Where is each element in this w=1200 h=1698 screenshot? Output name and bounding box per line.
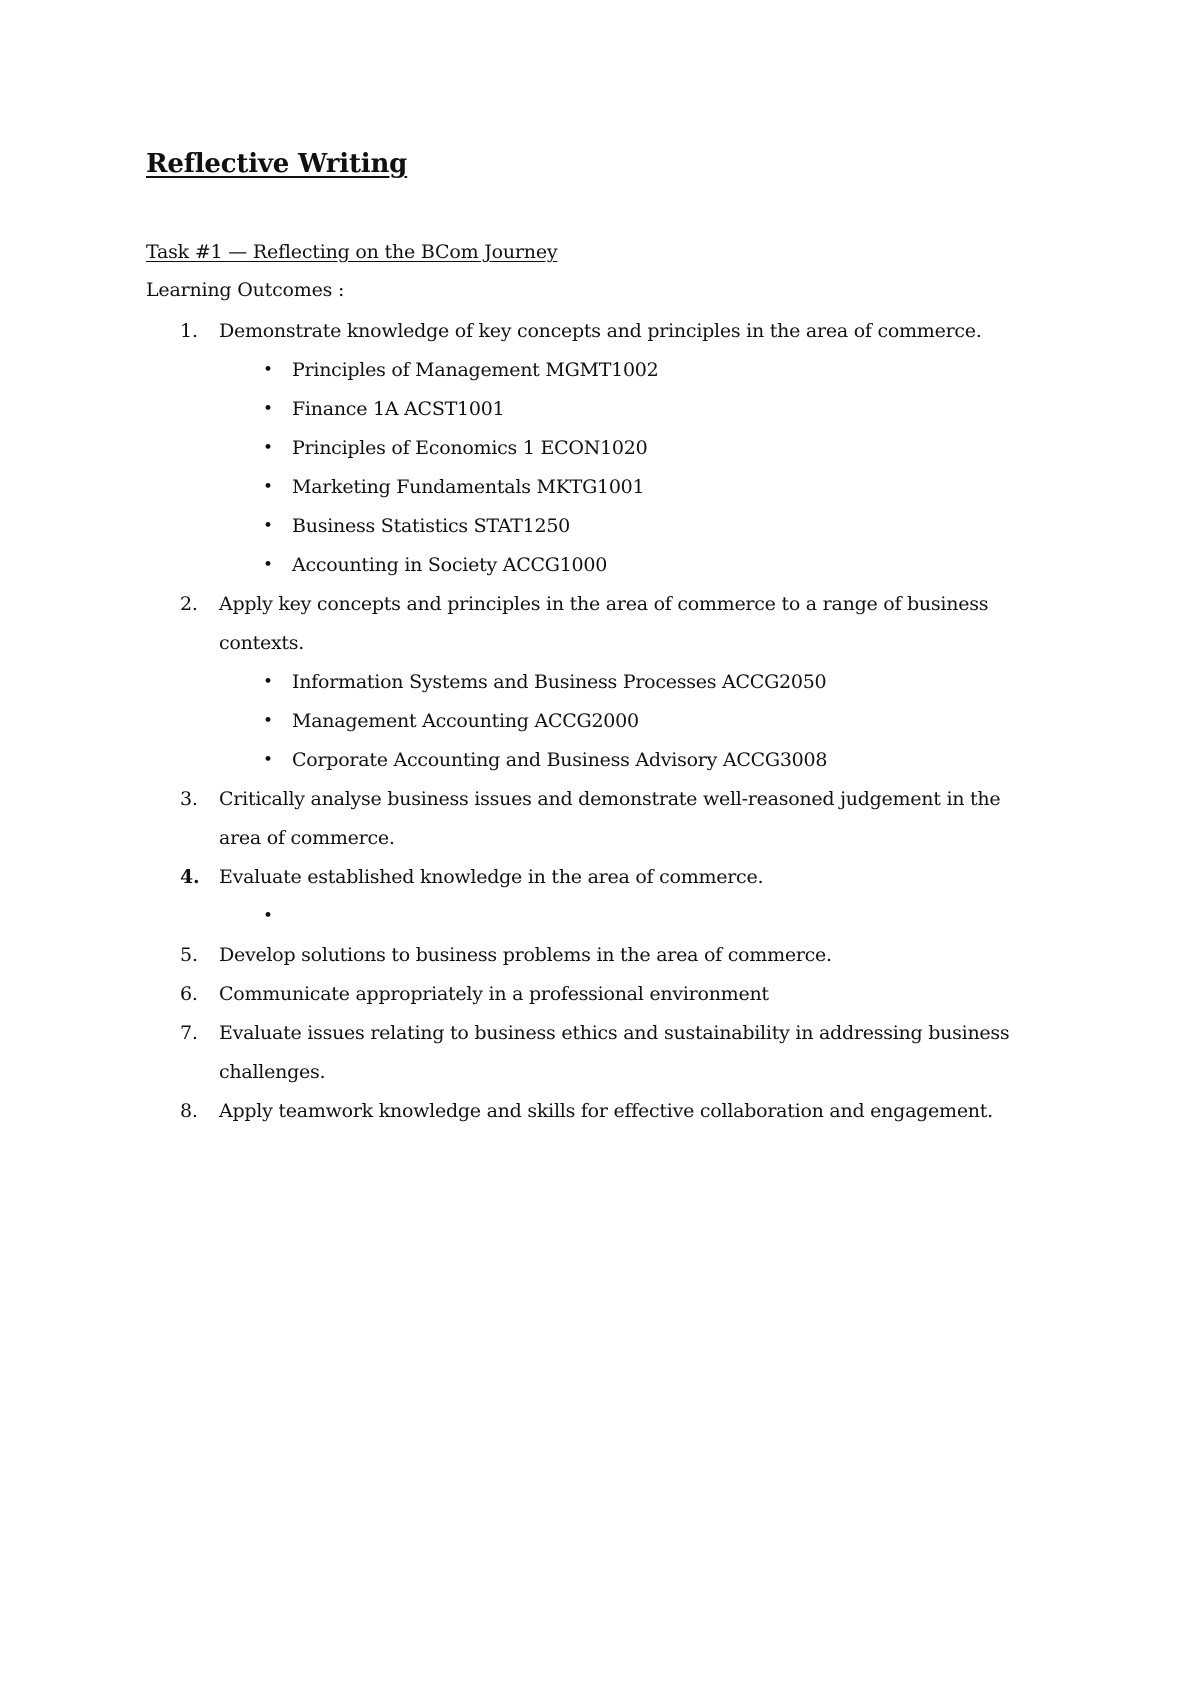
bullet-icon: • xyxy=(263,399,273,419)
bullet-icon: • xyxy=(263,711,273,731)
course-name: Information Systems and Business Processes ACCG2050 xyxy=(292,671,827,693)
outcome-text: Demonstrate knowledge of key concepts and principles in the area of commerce. xyxy=(219,320,982,342)
bullet-icon: • xyxy=(263,555,273,575)
learning-outcomes-list xyxy=(0,312,1200,1131)
course-list-item xyxy=(219,507,1039,546)
course-list-item xyxy=(219,429,1039,468)
outcome-text: Critically analyse business issues and demonstrate well-reasoned judgement in the area of commerce. xyxy=(219,788,1001,849)
outcome-number: 6. xyxy=(180,983,198,1005)
outcome-number: 1. xyxy=(180,320,198,342)
learning-outcome-item xyxy=(0,975,1039,1014)
bullet-icon: • xyxy=(263,477,273,497)
bullet-icon: • xyxy=(263,516,273,536)
bullet-icon: • xyxy=(263,438,273,458)
outcome-number: 2. xyxy=(180,593,198,615)
course-list xyxy=(219,663,1039,780)
learning-outcome-item xyxy=(0,1092,1039,1131)
outcome-text: Apply teamwork knowledge and skills for effective collaboration and engagement. xyxy=(219,1100,993,1122)
course-name: Business Statistics STAT1250 xyxy=(292,515,570,537)
course-name: Principles of Management MGMT1002 xyxy=(292,359,659,381)
course-name: Corporate Accounting and Business Advisory ACCG3008 xyxy=(292,749,828,771)
outcome-number: 4. xyxy=(180,866,200,888)
outcome-number: 7. xyxy=(180,1022,198,1044)
outcome-text: Evaluate established knowledge in the area of commerce. xyxy=(219,866,764,888)
course-list-item xyxy=(219,741,1039,780)
course-list xyxy=(219,897,1039,936)
course-name: Management Accounting ACCG2000 xyxy=(292,710,639,732)
learning-outcome-item xyxy=(0,1014,1039,1092)
course-name: Finance 1A ACST1001 xyxy=(292,398,505,420)
course-list-item xyxy=(219,468,1039,507)
learning-outcomes-label: Learning Outcomes : xyxy=(146,279,345,301)
bullet-icon: • xyxy=(263,750,273,770)
task-heading: Task #1 — Reflecting on the BCom Journey xyxy=(146,241,558,263)
bullet-icon: • xyxy=(263,906,273,926)
outcome-number: 8. xyxy=(180,1100,198,1122)
learning-outcome-item xyxy=(0,858,1039,936)
outcome-text: Communicate appropriately in a professional environment xyxy=(219,983,769,1005)
course-name: Accounting in Society ACCG1000 xyxy=(292,554,608,576)
learning-outcome-item xyxy=(0,780,1039,858)
course-list-item xyxy=(219,663,1039,702)
outcome-number: 5. xyxy=(180,944,198,966)
outcome-text: Develop solutions to business problems in the area of commerce. xyxy=(219,944,832,966)
course-list-item xyxy=(219,702,1039,741)
document-title: Reflective Writing xyxy=(146,149,408,179)
outcome-number: 3. xyxy=(180,788,198,810)
course-list-item xyxy=(219,546,1039,585)
course-list xyxy=(219,351,1039,585)
course-name: Marketing Fundamentals MKTG1001 xyxy=(292,476,645,498)
course-list-item xyxy=(219,351,1039,390)
course-name: Principles of Economics 1 ECON1020 xyxy=(292,437,648,459)
course-list-item xyxy=(219,390,1039,429)
learning-outcome-item xyxy=(0,585,1039,780)
bullet-icon: • xyxy=(263,672,273,692)
bullet-icon: • xyxy=(263,360,273,380)
course-list-item xyxy=(219,897,1039,936)
outcome-text: Evaluate issues relating to business ethics and sustainability in addressing business challenges. xyxy=(219,1022,1010,1083)
outcome-text: Apply key concepts and principles in the area of commerce to a range of business contexts. xyxy=(219,593,989,654)
learning-outcome-item xyxy=(0,312,1039,585)
learning-outcome-item xyxy=(0,936,1039,975)
